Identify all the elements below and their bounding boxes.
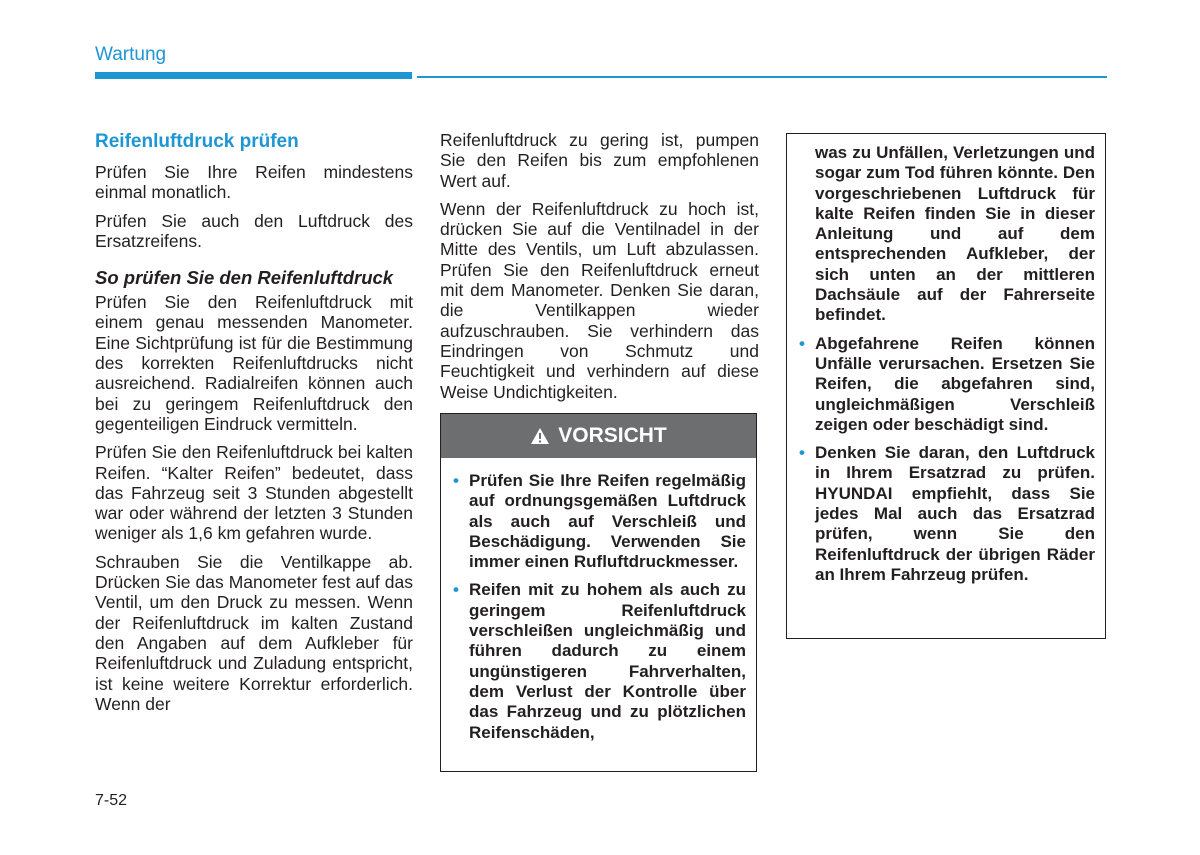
caution-item	[453, 580, 746, 742]
column-middle	[440, 130, 759, 410]
caution-box	[440, 413, 757, 772]
header-rule-thick	[95, 72, 412, 79]
bullet-icon: •	[453, 580, 459, 600]
paragraph: Reifenluftdruck zu gering ist, pumpen Sie den Reifen bis zum empfohlenen Wert auf.	[440, 130, 759, 191]
caution-item-text: Denken Sie daran, den Luftdruck in Ihrem Ersatzrad zu prüfen. HYUNDAI empfiehlt, dass Sie jedes Mal auch das Ersatzrad prüfen, wenn Sie den Reifenluftdruck der übrigen Räder an Ihrem Fahrzeug prüfen.	[815, 443, 1095, 584]
caution-box-continued	[786, 133, 1106, 639]
column-left	[95, 130, 413, 722]
paragraph: Prüfen Sie Ihre Reifen mindestens einmal monatlich.	[95, 162, 413, 203]
bullet-icon: •	[799, 443, 805, 463]
sub-heading: So prüfen Sie den Reifenluftdruck	[95, 267, 394, 289]
bullet-icon: •	[453, 471, 459, 490]
section-heading: Reifenluftdruck prüfen	[95, 131, 299, 152]
caution-item-text: Prüfen Sie Ihre Reifen regelmäßig auf ordnungsgemäßen Luftdruck als auch auf Verschleiß und Beschädigung. Verwenden Sie immer einen Rufluftdruckmesser.	[469, 471, 746, 572]
caution-continuation: was zu Unfällen, Verletzungen und sogar zum Tod führen könnte. Den vorgeschriebenen Luftdruck für kalte Reifen finden Sie in dieser Anleitung und auf dem entsprechenden Aufkleber, der sich unten an der mittleren Dachsäule auf der Fahrerseite befindet.	[815, 143, 1095, 325]
header-rule-thin	[417, 76, 1107, 78]
caution-header	[441, 414, 756, 458]
caution-item	[799, 334, 1095, 435]
paragraph: Prüfen Sie auch den Luftdruck des Ersatzreifens.	[95, 210, 413, 251]
caution-list-continued	[799, 334, 1095, 586]
section-title: Wartung	[95, 44, 167, 65]
paragraph: Prüfen Sie den Reifenluftdruck mit einem genau messenden Manometer. Eine Sichtprüfung ist für die Bestimmung des korrekten Reifenluftdrucks nicht ausreichend. Radialreifen können auch bei zu geringem Reifenluftdruck den gegenteiligen Eindruck vermitteln.	[95, 292, 413, 434]
caution-item-text: Reifen mit zu hohem als auch zu geringem Reifenluftdruck verschleißen ungleichmäßig und führen dadurch zu einem ungünstigeren Fahrverhalten, dem Verlust der Kontrolle über das Fahrzeug und zu plötzlichen Reifenschäden,	[469, 580, 746, 742]
caution-item	[799, 443, 1095, 585]
bullet-icon: •	[799, 333, 805, 353]
paragraph: Prüfen Sie den Reifenluftdruck bei kalten Reifen. “Kalter Reifen” bedeutet, dass das Fahrzeug seit 3 Stunden abgestellt war oder während der letzten 3 Stunden weniger als 1,6 km gefahren wurde.	[95, 442, 413, 544]
caution-item-text: Abgefahrene Reifen können Unfälle verursachen. Ersetzen Sie Reifen, die abgefahren sind, ungleichmäßigen Verschleiß zeigen oder beschädigt sind.	[815, 333, 1095, 434]
paragraph: Wenn der Reifenluftdruck zu hoch ist, drücken Sie auf die Ventilnadel in der Mitte des Ventils, um Luft abzulassen. Prüfen Sie den Reifenluftdruck erneut mit dem Manometer. Denken Sie daran, die Ventilkappen wieder aufzuschrauben. Sie verhindern das Eindringen von Schmutz und Feuchtigkeit und verhindern auf diese Weise Undichtigkeiten.	[440, 198, 759, 402]
caution-item	[453, 471, 746, 572]
caution-list	[441, 458, 756, 743]
paragraph: Schrauben Sie die Ventilkappe ab. Drücken Sie das Manometer fest auf das Ventil, um den Druck zu messen. Wenn der Reifenluftdruck im kalten Zustand den Angaben auf dem Aufkleber für Reifenluftdruck und Zuladung entspricht, ist keine weitere Korrektur erforderlich. Wenn der	[95, 551, 413, 714]
page-number: 7-52	[95, 792, 128, 809]
caution-title: VORSICHT	[558, 424, 667, 447]
warning-triangle-icon	[530, 427, 550, 445]
